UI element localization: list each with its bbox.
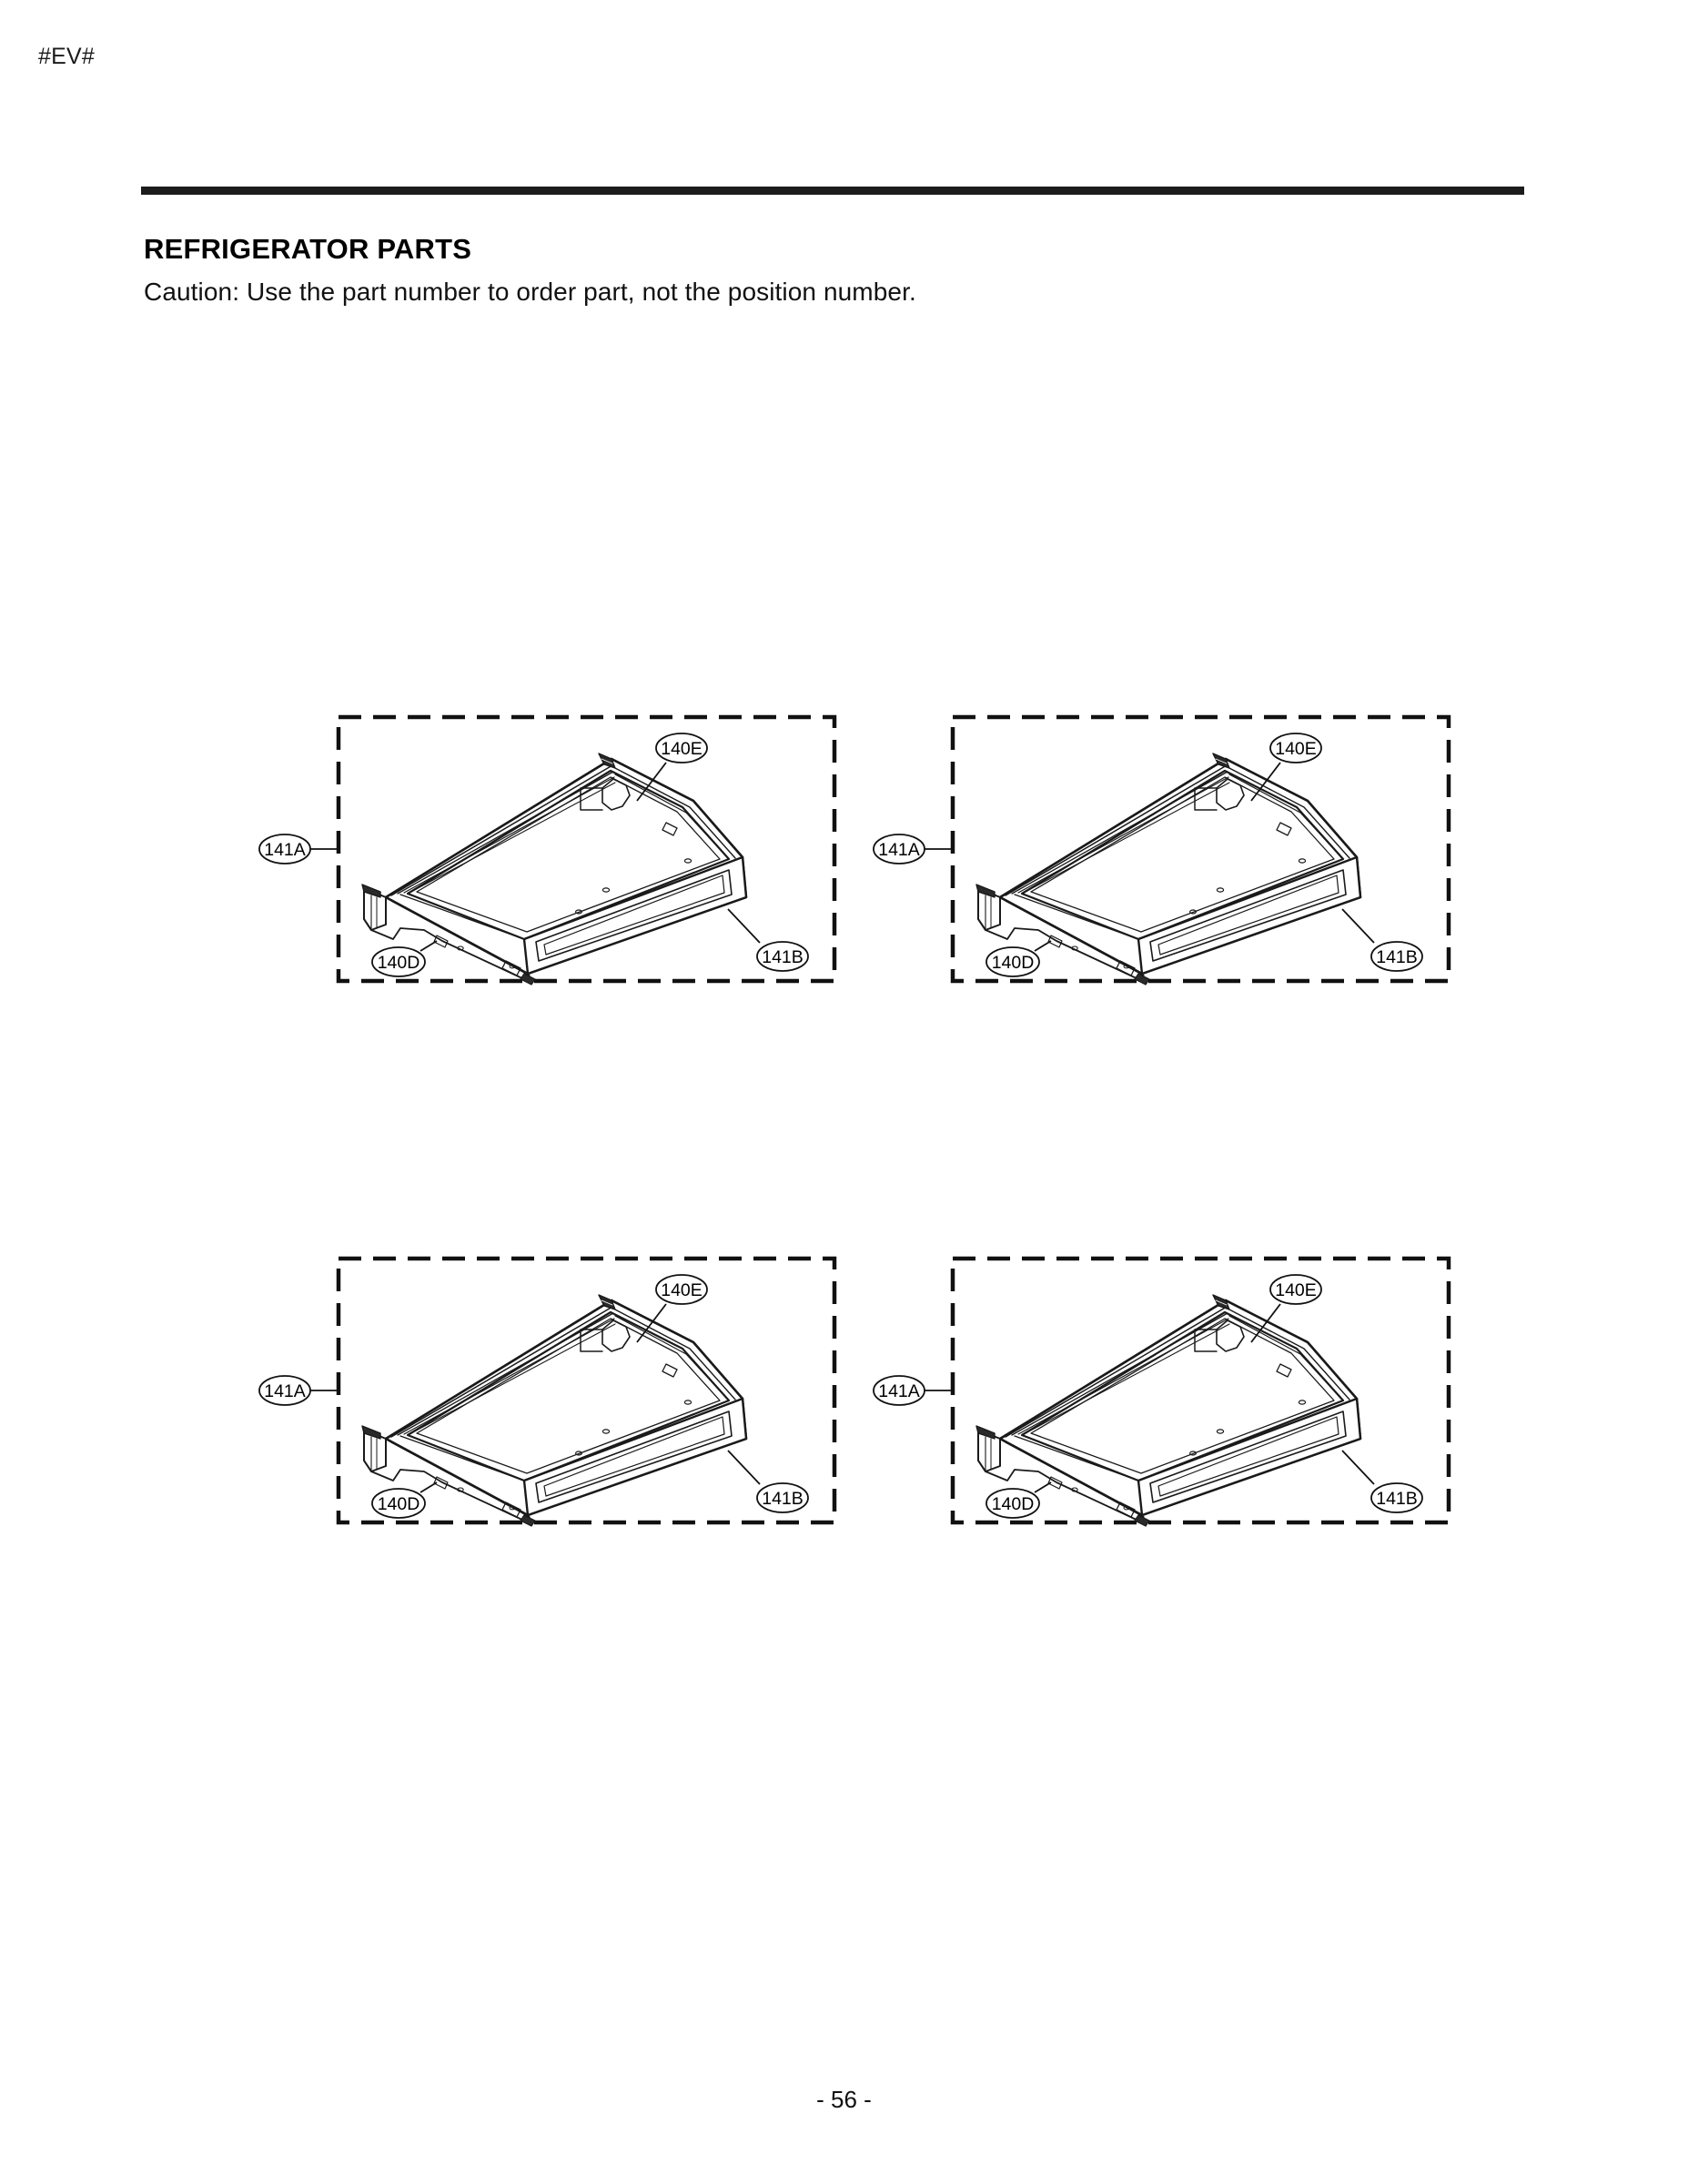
parts-figure-bottom-left xyxy=(255,1242,855,1542)
revision-mark: #EV# xyxy=(38,44,95,69)
callout-141B[interactable] xyxy=(1342,1451,1422,1512)
callout-140D[interactable] xyxy=(372,941,437,976)
shelf-assembly-drawing xyxy=(362,1295,746,1526)
callout-label: 140E xyxy=(1275,739,1317,759)
callout-label: 141A xyxy=(878,1381,920,1401)
page-title: REFRIGERATOR PARTS xyxy=(144,232,472,265)
callout-141A[interactable] xyxy=(874,1376,953,1405)
parts-figure-top-left xyxy=(255,701,855,1001)
callout-140D[interactable] xyxy=(986,1482,1051,1518)
callout-label: 140D xyxy=(991,1494,1035,1514)
callout-label: 140E xyxy=(661,739,702,759)
callout-141A[interactable] xyxy=(259,1376,339,1405)
shelf-assembly-drawing xyxy=(976,1295,1360,1526)
callout-label: 141B xyxy=(762,947,804,967)
page-number: - 56 - xyxy=(816,2086,872,2113)
callout-label: 140E xyxy=(1275,1280,1317,1300)
callout-label: 141A xyxy=(264,1381,306,1401)
callout-label: 140D xyxy=(377,953,420,973)
callout-140D[interactable] xyxy=(986,941,1051,976)
callout-141A[interactable] xyxy=(259,834,339,864)
callout-label: 141A xyxy=(264,840,306,860)
callout-label: 141B xyxy=(1376,1489,1418,1509)
shelf-assembly-drawing xyxy=(362,753,746,985)
callout-label: 141A xyxy=(878,840,920,860)
callout-label: 140D xyxy=(991,953,1035,973)
parts-figure-top-right xyxy=(869,701,1470,1001)
callout-141B[interactable] xyxy=(1342,909,1422,971)
parts-figure-bottom-right xyxy=(869,1242,1470,1542)
callout-140D[interactable] xyxy=(372,1482,437,1518)
shelf-assembly-drawing xyxy=(976,753,1360,985)
title-rule-divider xyxy=(141,187,1524,195)
caution-text: Caution: Use the part number to order part, not the position number. xyxy=(144,278,916,306)
callout-141A[interactable] xyxy=(874,834,953,864)
callout-label: 140E xyxy=(661,1280,702,1300)
callout-141B[interactable] xyxy=(728,1451,808,1512)
callout-label: 141B xyxy=(1376,947,1418,967)
callout-label: 141B xyxy=(762,1489,804,1509)
callout-141B[interactable] xyxy=(728,909,808,971)
callout-label: 140D xyxy=(377,1494,420,1514)
